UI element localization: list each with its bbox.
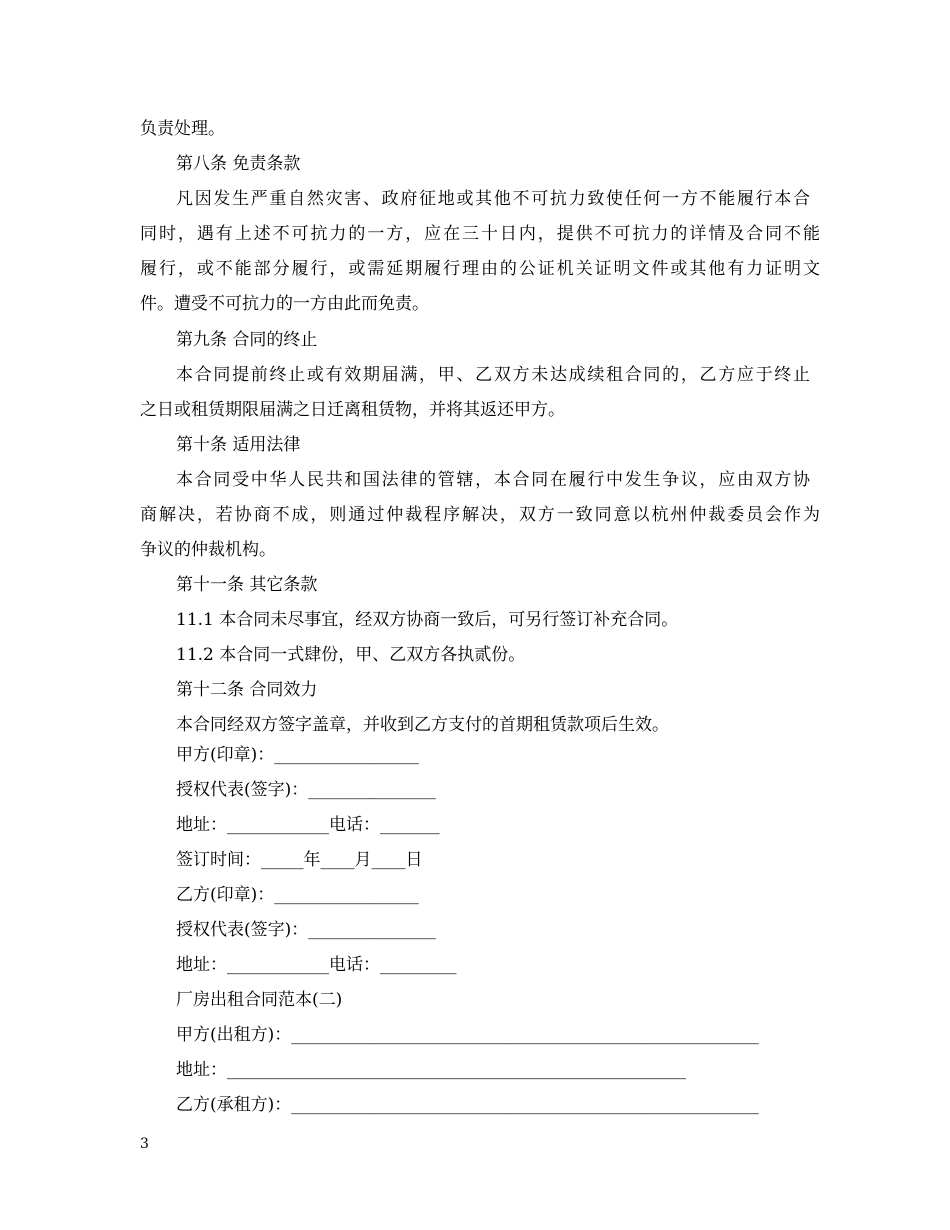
paragraph-line: 履行，或不能部分履行，或需延期履行理由的公证机关证明文件或其他有力证明文 [140, 259, 820, 279]
signature-field-party-a-representative: 授权代表(签字)：_______________ [176, 780, 436, 800]
form-field-address: 地址：______________________________________________________ [176, 1060, 686, 1080]
clause-line: 11.1 本合同未尽事宜，经双方协商一致后，可另行签订补充合同。 [176, 610, 679, 630]
section-heading: 第十条 适用法律 [176, 435, 301, 455]
page-number: 3 [140, 1136, 149, 1152]
form-field-lessee: 乙方(承租方)：_______________________________________________________ [176, 1095, 759, 1115]
signature-field-party-a-seal: 甲方(印章)：_________________ [176, 745, 419, 765]
section-heading: 第十二条 合同效力 [176, 680, 318, 700]
paragraph-line: 本合同提前终止或有效期届满，甲、乙双方未达成续租合同的，乙方应于终止 [176, 365, 810, 385]
section-heading: 第十一条 其它条款 [176, 575, 318, 595]
section-heading: 第八条 免责条款 [176, 154, 301, 174]
paragraph-line: 之日或租赁期限届满之日迁离租赁物，并将其返还甲方。 [140, 400, 565, 420]
paragraph-line: 件。遭受不可抗力的一方由此而免责。 [140, 294, 429, 314]
paragraph-line: 本合同受中华人民共和国法律的管辖，本合同在履行中发生争议，应由双方协 [176, 470, 810, 490]
paragraph-line: 争议的仲裁机构。 [140, 540, 276, 560]
signature-field-party-b-representative: 授权代表(签字)：_______________ [176, 920, 436, 940]
contract-title: 厂房出租合同范本(二) [176, 990, 343, 1010]
signature-field-party-a-address-phone: 地址：____________电话：_______ [176, 815, 440, 835]
paragraph-line: 商解决，若协商不成，则通过仲裁程序解决，双方一致同意以杭州仲裁委员会作为 [140, 505, 820, 525]
signature-field-signing-date: 签订时间：_____年____月____日 [176, 850, 423, 870]
signature-field-party-b-seal: 乙方(印章)：_________________ [176, 885, 419, 905]
clause-line: 11.2 本合同一式肆份，甲、乙双方各执贰份。 [176, 645, 526, 665]
paragraph-line: 负责处理。 [140, 119, 225, 139]
paragraph-line: 同时，遇有上述不可抗力的一方，应在三十日内，提供不可抗力的详情及合同不能 [140, 224, 820, 244]
paragraph-line: 本合同经双方签字盖章，并收到乙方支付的首期租赁款项后生效。 [176, 715, 669, 735]
section-heading: 第九条 合同的终止 [176, 330, 318, 350]
form-field-lessor: 甲方(出租方)：_______________________________________________________ [176, 1025, 759, 1045]
paragraph-line: 凡因发生严重自然灾害、政府征地或其他不可抗力致使任何一方不能履行本合 [176, 189, 810, 209]
signature-field-party-b-address-phone: 地址：____________电话：_________ [176, 955, 457, 975]
